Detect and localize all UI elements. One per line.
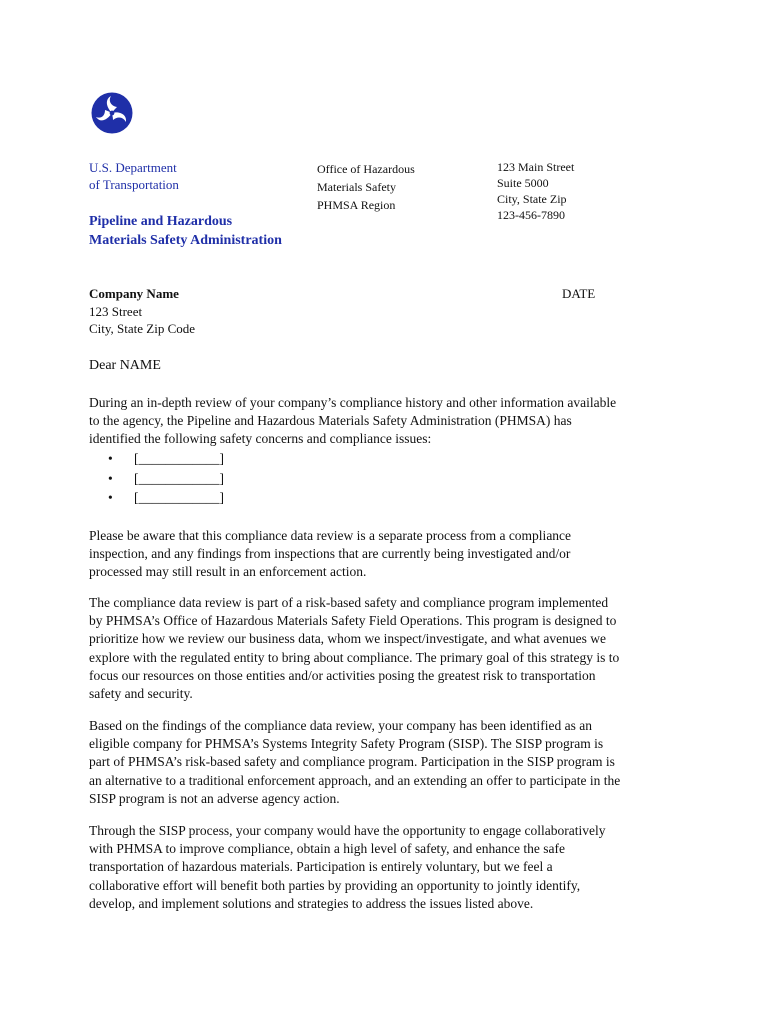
dot-logo-icon	[91, 92, 133, 134]
paragraph-program	[89, 594, 689, 703]
concerns-list	[108, 449, 224, 508]
paragraph-line: develop, and implement solutions and strategies to address the issues listed above.	[89, 895, 534, 911]
sender-address	[497, 159, 574, 223]
company-city: City, State Zip Code	[89, 321, 196, 336]
list-item: • [____________]	[108, 469, 224, 489]
paragraph-eligibility	[89, 717, 689, 808]
paragraph-line: collaborative effort will benefit both parties by providing an opportunity to jointly identify,	[89, 877, 581, 893]
paragraph-line: part of PHMSA’s risk-based safety and compliance program. Participation in the SISP program is	[89, 754, 615, 770]
salutation: Dear NAME	[89, 358, 161, 373]
paragraph-process	[89, 822, 689, 913]
list-item: • [____________]	[108, 488, 224, 508]
paragraph-line: SISP program is not an adverse agency action.	[89, 790, 340, 806]
address-line: 123-456-7890	[497, 208, 565, 222]
paragraph-line: safety and security.	[89, 686, 193, 702]
address-line: 123 Main Street	[497, 160, 575, 174]
company-name: Company Name	[89, 286, 179, 301]
paragraph-line: transportation of hazardous materials. Participation is entirely voluntary, but we feel a	[89, 859, 553, 875]
paragraph-notice	[89, 527, 689, 582]
paragraph-line: with PHMSA to improve compliance, obtain a high level of safety, and enhance the safe	[89, 841, 565, 857]
administration-name	[89, 212, 282, 250]
paragraph-line: processed may still result in an enforcement action.	[89, 564, 367, 580]
paragraph-line: Through the SISP process, your company would have the opportunity to engage collaboratively	[89, 823, 606, 838]
department-name	[89, 159, 179, 193]
address-line: Suite 5000	[497, 176, 549, 190]
paragraph-line: During an in-depth review of your company’s compliance history and other information available	[89, 395, 617, 410]
paragraph-line: by PHMSA’s Office of Hazardous Materials Safety Field Operations. This program is designed to	[89, 613, 617, 629]
office-line: PHMSA Region	[317, 198, 396, 212]
office-line: Office of Hazardous	[317, 162, 415, 176]
paragraph-line: focus our resources on those entities and/or activities posing the greatest risk to transportation	[89, 667, 596, 683]
paragraph-line: explore with the regulated entity to bring about compliance. The primary goal of this strategy is to	[89, 649, 620, 665]
paragraph-line: an alternative to a traditional enforcement approach, and an extending an offer to participate in the	[89, 772, 621, 788]
paragraph-intro	[89, 394, 689, 449]
paragraph-line: to the agency, the Pipeline and Hazardous Materials Safety Administration (PHMSA) has	[89, 413, 572, 429]
office-block	[317, 160, 415, 214]
company-street: 123 Street	[89, 303, 143, 319]
paragraph-line: Based on the findings of the compliance data review, your company has been identified as an	[89, 718, 592, 733]
recipient-address	[89, 285, 195, 338]
administration-line: Materials Safety Administration	[89, 233, 282, 248]
office-line: Materials Safety	[317, 180, 396, 194]
paragraph-line: eligible company for PHMSA’s Systems Integrity Safety Program (SISP). The SISP program is	[89, 736, 604, 752]
department-line: of Transportation	[89, 177, 179, 192]
paragraph-line: identified the following safety concerns and compliance issues:	[89, 431, 432, 447]
paragraph-line: The compliance data review is part of a risk-based safety and compliance program implemented	[89, 595, 609, 610]
list-item: • [____________]	[108, 449, 224, 469]
paragraph-line: inspection, and any findings from inspections that are currently being investigated and/or	[89, 546, 571, 562]
paragraph-line: Please be aware that this compliance data review is a separate process from a compliance	[89, 528, 572, 543]
address-line: City, State Zip	[497, 192, 567, 206]
paragraph-line: prioritize how we review our business data, whom we inspect/investigate, and what avenues we	[89, 631, 606, 647]
administration-line: Pipeline and Hazardous	[89, 214, 233, 229]
letter-date: DATE	[562, 286, 596, 301]
department-line: U.S. Department	[89, 160, 177, 175]
